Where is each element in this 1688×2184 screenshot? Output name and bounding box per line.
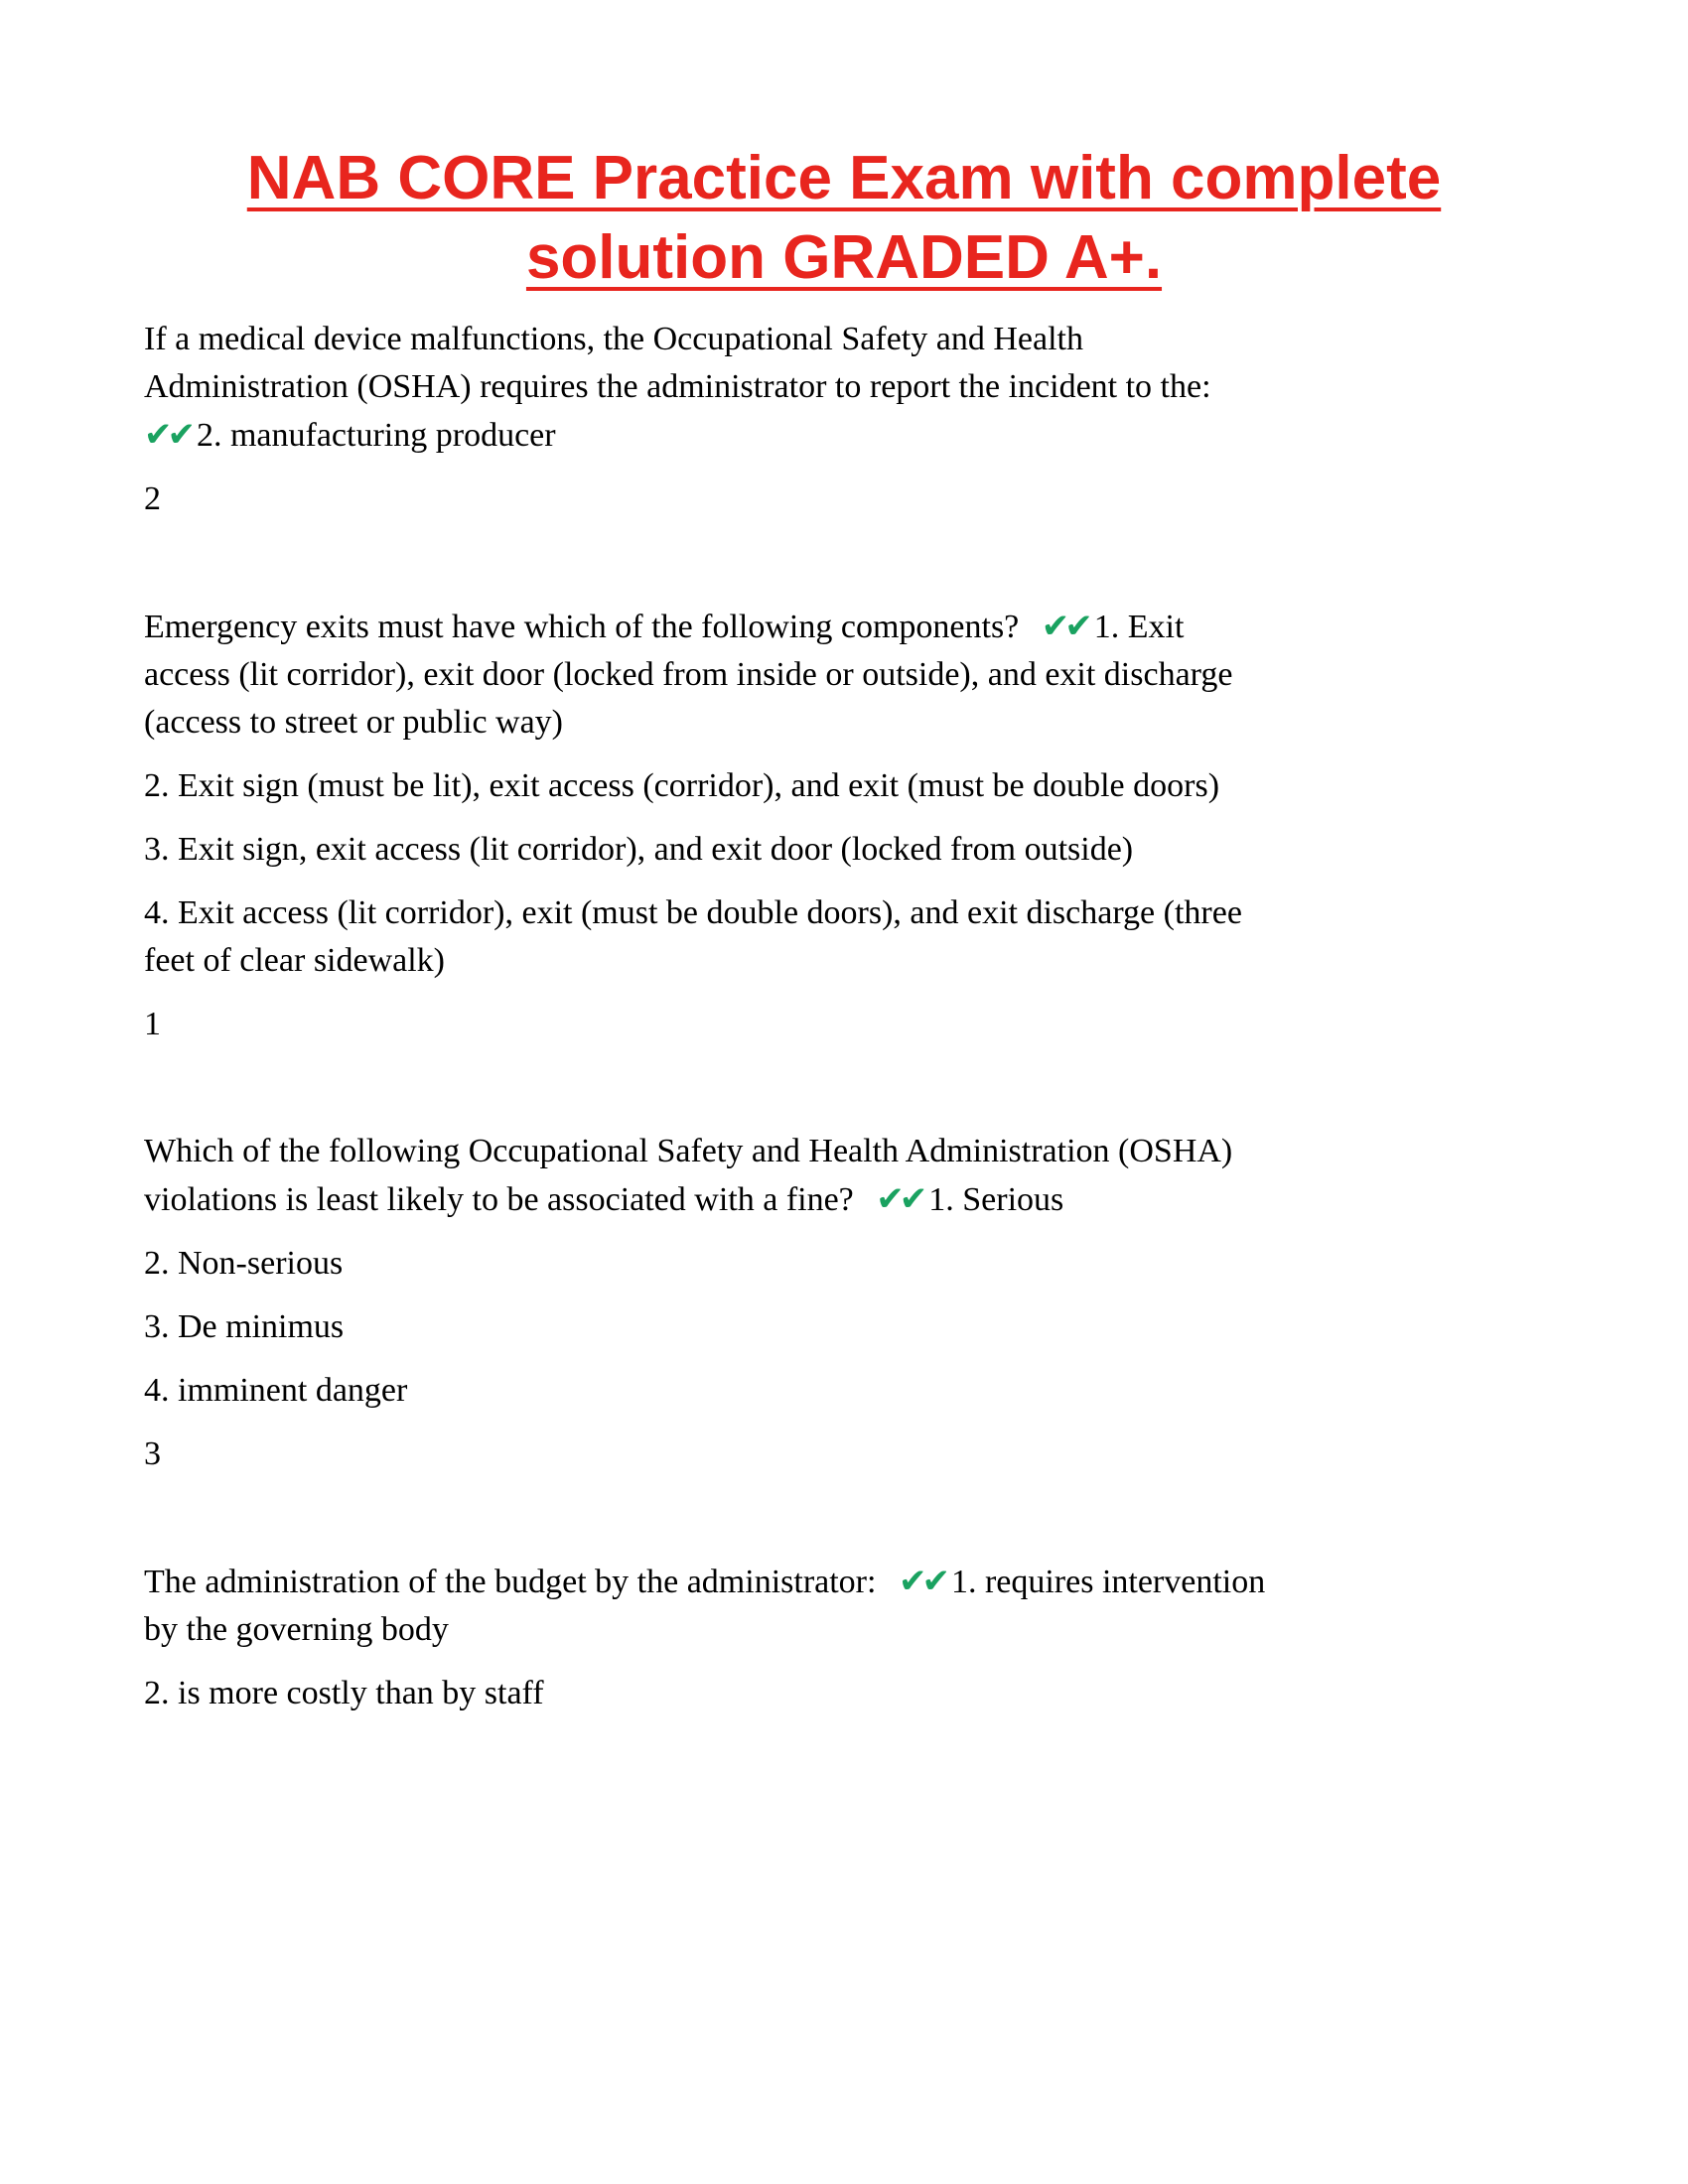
text-run: 1. requires intervention bbox=[950, 1564, 1266, 1600]
double-checkmark-icon: ✔✔ bbox=[898, 1562, 945, 1601]
text-run: The administration of the budget by the administrator: bbox=[144, 1564, 885, 1600]
text-run: 4. imminent danger bbox=[144, 1372, 408, 1409]
paragraph bbox=[144, 316, 1544, 460]
text-run: If a medical device malfunctions, the Occupational Safety and Health bbox=[144, 321, 1083, 357]
paragraph-spacer bbox=[144, 539, 1544, 603]
text-run: Which of the following Occupational Safety and Health Administration (OSHA) bbox=[144, 1133, 1233, 1169]
paragraph bbox=[144, 1128, 1544, 1224]
text-run: 4. Exit access (lit corridor), exit (must be double doors), and exit discharge (three bbox=[144, 894, 1242, 931]
paragraph bbox=[144, 603, 1544, 747]
text-run: violations is least likely to be associated with a fine? bbox=[144, 1181, 863, 1218]
text-run: 2 bbox=[144, 480, 161, 517]
paragraph bbox=[144, 1431, 1544, 1478]
double-checkmark-icon: ✔✔ bbox=[144, 415, 191, 455]
paragraph bbox=[144, 1558, 1544, 1654]
text-run: 2. manufacturing producer bbox=[196, 417, 556, 454]
text-run: 3 bbox=[144, 1435, 161, 1472]
text-run: 2. Exit sign (must be lit), exit access (corridor), and exit (must be double doors) bbox=[144, 767, 1220, 804]
document-body bbox=[144, 316, 1544, 1717]
double-checkmark-icon: ✔✔ bbox=[1041, 607, 1088, 646]
paragraph-spacer bbox=[144, 1064, 1544, 1128]
text-run: 2. is more costly than by staff bbox=[144, 1675, 544, 1711]
text-run: 1. Exit bbox=[1093, 609, 1185, 645]
paragraph bbox=[144, 1367, 1544, 1415]
paragraph-spacer bbox=[144, 1494, 1544, 1558]
paragraph bbox=[144, 889, 1544, 985]
paragraph bbox=[144, 762, 1544, 810]
text-run: 1 bbox=[144, 1006, 161, 1042]
text-run: by the governing body bbox=[144, 1611, 449, 1648]
paragraph bbox=[144, 1240, 1544, 1288]
document-title bbox=[144, 139, 1544, 298]
text-run: access (lit corridor), exit door (locked from inside or outside), and exit discharge bbox=[144, 656, 1233, 693]
text-run: 2. Non-serious bbox=[144, 1245, 344, 1282]
paragraph bbox=[144, 826, 1544, 874]
paragraph bbox=[144, 476, 1544, 523]
document-title-line-1: NAB CORE Practice Exam with complete bbox=[246, 144, 1442, 212]
document-title-line-2: solution GRADED A+. bbox=[525, 223, 1163, 292]
text-run: 3. Exit sign, exit access (lit corridor), and exit door (locked from outside) bbox=[144, 831, 1134, 868]
paragraph bbox=[144, 1670, 1544, 1717]
text-run: Emergency exits must have which of the following components? bbox=[144, 609, 1028, 645]
paragraph bbox=[144, 1303, 1544, 1351]
text-run: Administration (OSHA) requires the administrator to report the incident to the: bbox=[144, 368, 1211, 405]
text-run: feet of clear sidewalk) bbox=[144, 942, 445, 979]
text-run: 1. Serious bbox=[928, 1181, 1064, 1218]
text-run: 3. De minimus bbox=[144, 1308, 345, 1345]
paragraph bbox=[144, 1001, 1544, 1048]
text-run: (access to street or public way) bbox=[144, 704, 563, 741]
double-checkmark-icon: ✔✔ bbox=[876, 1179, 923, 1219]
